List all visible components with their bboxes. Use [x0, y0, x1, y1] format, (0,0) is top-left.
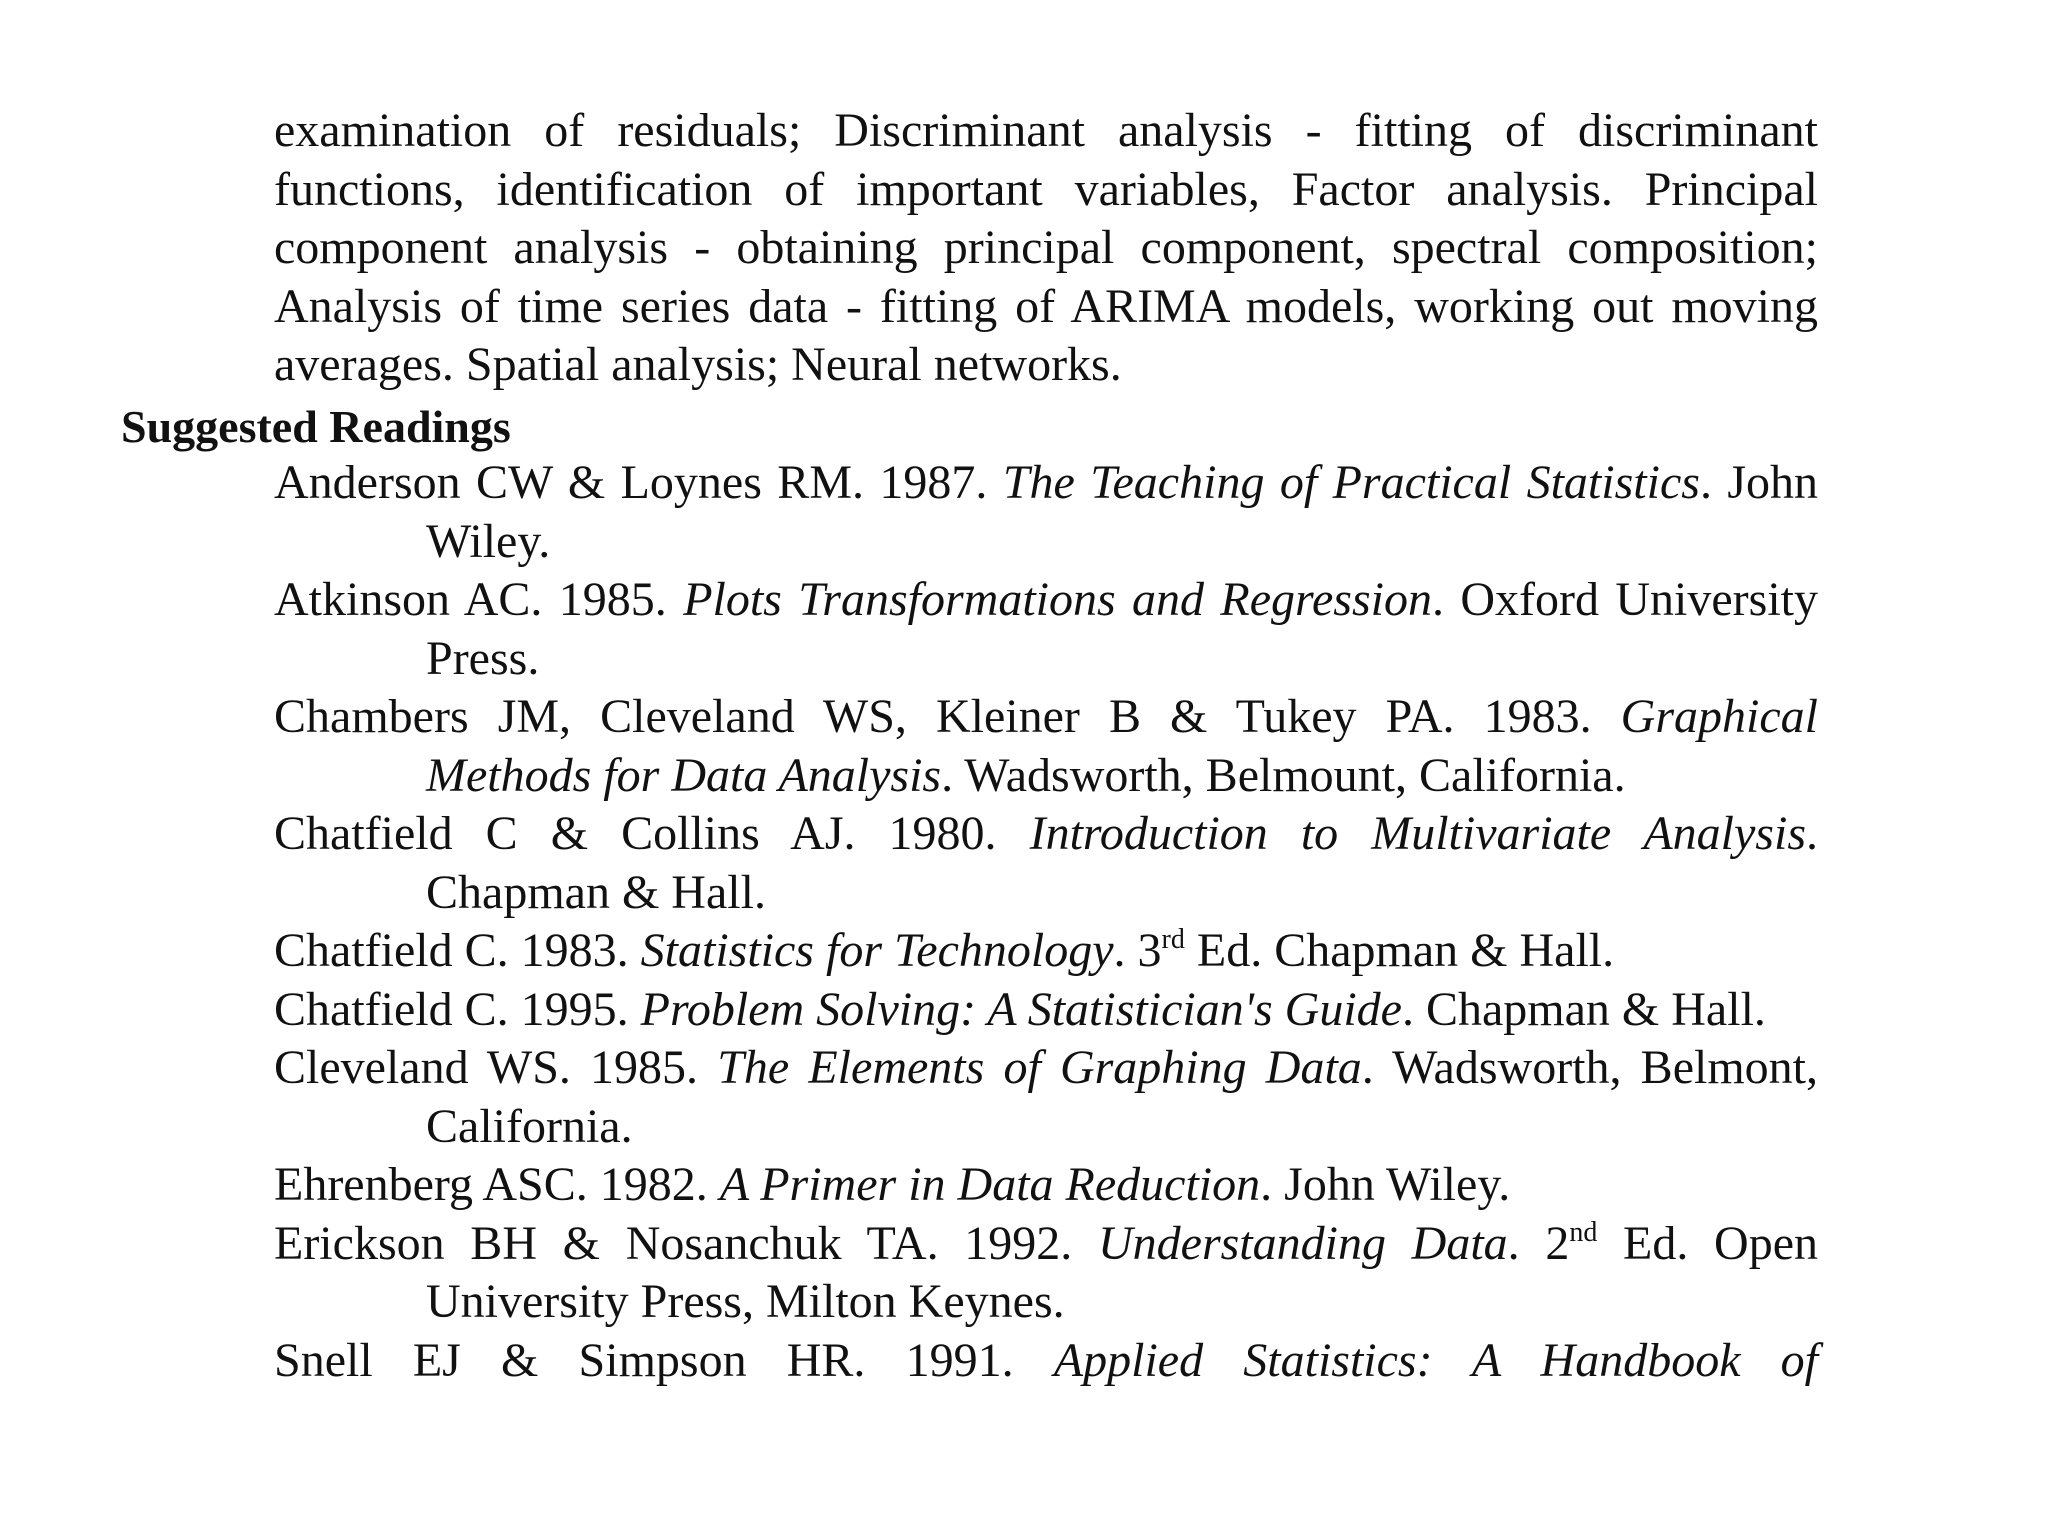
reference-title: The Teaching of Practical Statistics [1002, 456, 1700, 509]
intro-paragraph: examination of residuals; Discriminant analysis - fitting of discriminant functions, identification of important variables, Factor analysis. Principal component analysis - obtaining principal component, spectral composition; Analysis of time series data - fitting of ARIMA models, working out moving averages. Spatial analysis; Neural networks. [274, 104, 1818, 391]
reference-item [274, 922, 1818, 981]
reference-item [274, 981, 1818, 1040]
reference-publisher: Ed. Open University Press, Milton Keynes. [426, 1216, 1818, 1328]
reference-publisher: Ed. Chapman & Hall. [1184, 924, 1615, 977]
reference-title: The Elements of Graphing Data [717, 1041, 1362, 1094]
reference-publisher: . Oxford University Press. [426, 573, 1818, 685]
reference-authors: Cleveland WS. 1985. [274, 1041, 718, 1094]
reference-title: Statistics for Technology [640, 924, 1114, 977]
reference-edition: . 3 [1113, 924, 1162, 977]
reference-title: Plots Transformations and Regression [683, 573, 1432, 626]
reference-title: A Primer in Data Reduction [719, 1158, 1261, 1211]
reference-publisher: . Chapman & Hall. [426, 807, 1818, 919]
reference-publisher: . Wadsworth, Belmont, California. [426, 1041, 1818, 1153]
reference-publisher: . John Wiley. [426, 456, 1819, 568]
reference-list [274, 454, 1818, 1390]
reference-item [274, 454, 1818, 571]
reference-item [274, 1156, 1818, 1215]
reference-title: Introduction to Multivariate Analysis [1029, 807, 1806, 860]
reference-edition: . 2 [1507, 1216, 1570, 1270]
section-heading-suggested-readings: Suggested Readings [121, 401, 511, 452]
reference-authors: Chatfield C. 1995. [274, 982, 641, 1036]
edition-ordinal-superscript: rd [1161, 924, 1185, 955]
reference-publisher: . Chapman & Hall. [1401, 982, 1766, 1036]
reference-authors: Ehrenberg ASC. 1982. [274, 1158, 720, 1211]
reference-authors: Chatfield C. 1983. [274, 924, 641, 977]
reference-item [274, 571, 1818, 688]
reference-authors: Erickson BH & Nosanchuk TA. 1992. [274, 1216, 1098, 1270]
reference-title: Graphical Methods for Data Analysis [426, 690, 1818, 802]
reference-item [274, 688, 1818, 805]
reference-authors: Snell EJ & Simpson HR. 1991. [274, 1333, 1054, 1387]
edition-ordinal-superscript: nd [1569, 1216, 1598, 1248]
reference-item [274, 805, 1818, 922]
reference-authors: Chambers JM, Cleveland WS, Kleiner B & Tukey PA. 1983. [274, 690, 1621, 743]
reference-authors: Anderson CW & Loynes RM. 1987. [274, 456, 1003, 509]
reference-title: Problem Solving: A Statistician's Guide [640, 982, 1402, 1036]
reference-item [274, 1332, 1818, 1391]
reference-item [274, 1215, 1818, 1332]
reference-authors: Atkinson AC. 1985. [274, 573, 684, 626]
reference-authors: Chatfield C & Collins AJ. 1980. [274, 807, 1030, 860]
reference-publisher: . John Wiley. [1260, 1158, 1511, 1211]
reference-title: Applied Statistics: A Handbook of [1053, 1333, 1819, 1387]
reference-item [274, 1039, 1818, 1156]
reference-publisher: . Wadsworth, Belmount, California. [941, 748, 1626, 802]
reference-title: Understanding Data [1097, 1216, 1508, 1270]
